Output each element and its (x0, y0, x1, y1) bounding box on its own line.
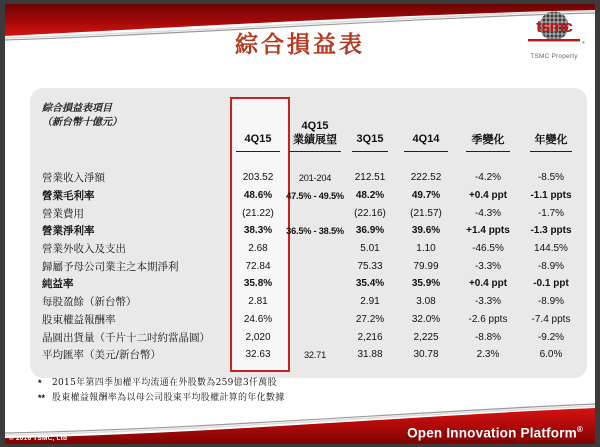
cell-outlook: 201-204 (298, 172, 332, 183)
cell-qoq: -4.2% (474, 172, 502, 184)
logo-reg-mark: ® (582, 40, 585, 45)
cell-yoy: -8.9% (537, 260, 565, 272)
cell-qoq: -2.6 ppts (468, 313, 508, 325)
cell-4q15: 48.6% (243, 190, 273, 202)
cell-4q15: 72.84 (245, 260, 271, 272)
footnote-1-marker: * (38, 378, 42, 388)
cell-4q14: 49.7% (411, 190, 441, 202)
cell-4q14: 79.99 (413, 260, 439, 272)
income-statement-card (30, 88, 587, 378)
header-4q15-label: 4Q15 (244, 132, 272, 145)
cell-qoq: +0.4 ppt (468, 278, 508, 290)
cell-outlook (286, 293, 344, 311)
copyright-text: © 2016 TSMC, Ltd (9, 435, 68, 442)
cell-4q15: 24.6% (243, 313, 273, 325)
cell-4q14: 39.6% (411, 225, 441, 237)
cell-yoy: -8.5% (537, 172, 565, 184)
income-statement-table (30, 94, 582, 364)
row-label: 營業毛利率 (42, 190, 95, 203)
cell-3q15: (22.16) (354, 207, 386, 219)
cell-yoy: -7.4 ppts (531, 313, 571, 325)
header-outlook-line1: 4Q15 (301, 119, 329, 132)
table-body (30, 156, 582, 364)
header-4q14-label: 4Q14 (412, 132, 440, 145)
cell-3q15: 2.91 (360, 296, 380, 308)
header-qoq-label: 季變化 (471, 132, 505, 146)
row-label: 歸屬予母公司業主之本期淨利 (42, 260, 179, 273)
cell-4q15: (21.22) (242, 207, 274, 219)
header-yoy-underline (530, 151, 572, 152)
cell-yoy: -9.2% (537, 331, 565, 343)
cell-4q14: (21.57) (410, 207, 442, 219)
logo-brand-text: tsmc (536, 17, 572, 36)
cell-4q15: 203.52 (242, 172, 274, 184)
table-row (30, 204, 582, 222)
cell-yoy: -1.3 ppts (530, 225, 572, 237)
table-row (30, 257, 582, 275)
cell-3q15: 48.2% (355, 190, 385, 202)
cell-outlook: 47.5% - 49.5% (286, 190, 344, 201)
cell-outlook (286, 204, 344, 222)
platform-reg-mark: ® (576, 424, 583, 434)
cell-outlook: 36.5% - 38.5% (286, 225, 344, 236)
cell-4q15: 2,020 (245, 331, 271, 343)
row-label: 平均匯率（美元/新台幣） (42, 349, 162, 362)
slide (5, 4, 595, 444)
cell-outlook: 32.71 (304, 349, 326, 360)
cell-outlook (286, 257, 344, 275)
cell-4q15: 38.3% (243, 225, 273, 237)
cell-qoq: -3.3% (474, 260, 502, 272)
cell-4q15: 35.8% (243, 278, 273, 290)
cell-3q15: 2,216 (357, 331, 383, 343)
logo-property-text: TSMC Property (530, 53, 578, 60)
cell-3q15: 27.2% (355, 313, 385, 325)
table-row (30, 240, 582, 258)
cell-3q15: 35.4% (355, 278, 385, 290)
table-row (30, 293, 582, 311)
cell-outlook (286, 311, 344, 329)
cell-qoq: -3.3% (474, 296, 502, 308)
row-label: 營業外收入及支出 (42, 243, 126, 256)
cell-qoq: -8.8% (474, 331, 502, 343)
logo-underline (528, 39, 580, 41)
page-title: 綜合損益表 (235, 31, 365, 58)
cell-3q15: 5.01 (360, 243, 380, 255)
cell-3q15: 212.51 (354, 172, 386, 184)
cell-yoy: 6.0% (539, 349, 563, 361)
row-label: 每股盈餘（新台幣） (42, 296, 137, 309)
cell-outlook (286, 328, 344, 346)
header-4q14 (396, 94, 456, 156)
cell-3q15: 31.88 (357, 349, 383, 361)
header-qoq-underline (466, 151, 510, 152)
footnote-1-text: 2015年第四季加權平均流通在外股數為259億3仟萬股 (52, 378, 277, 388)
header-outlook-underline (289, 151, 341, 152)
row-label: 股東權益報酬率 (42, 313, 116, 326)
header-item-sublabel: （新台幣十億元） (42, 117, 122, 128)
header-item-label: 綜合損益表項目 (42, 103, 112, 114)
header-4q15-underline (236, 151, 280, 152)
cell-yoy: -1.1 ppts (530, 190, 572, 202)
cell-4q14: 30.78 (413, 349, 439, 361)
cell-yoy: 144.5% (534, 243, 568, 255)
cell-outlook (286, 240, 344, 258)
footnote-2-text: 股東權益報酬率為以母公司股東平均股權計算的年化數據 (52, 393, 285, 403)
cell-yoy: -8.9% (537, 296, 565, 308)
cell-4q14: 32.0% (411, 313, 441, 325)
cell-outlook (286, 275, 344, 293)
header-outlook-line2: 業績展望 (293, 132, 337, 146)
cell-yoy: -0.1 ppt (533, 278, 569, 290)
cell-yoy: -1.7% (537, 207, 565, 219)
footnote-1 (38, 376, 285, 391)
tsmc-logo (521, 10, 587, 60)
header-qoq (456, 94, 520, 156)
cell-4q14: 35.9% (411, 278, 441, 290)
row-label: 晶圓出貨量（千片十二吋約當晶圓） (42, 331, 210, 344)
cell-4q15: 2.81 (248, 296, 268, 308)
cell-qoq: -46.5% (472, 243, 504, 255)
cell-4q14: 1.10 (416, 243, 436, 255)
table-row (30, 275, 582, 293)
row-label: 純益率 (42, 278, 74, 291)
cell-4q14: 2,225 (413, 331, 439, 343)
header-yoy-label: 年變化 (534, 132, 568, 146)
row-label: 營業淨利率 (42, 225, 95, 238)
table-row (30, 346, 582, 364)
row-label: 營業收入淨額 (42, 172, 105, 185)
wafer-logo-icon (523, 10, 585, 48)
cell-qoq: +0.4 ppt (468, 190, 508, 202)
cell-qoq: -4.3% (474, 207, 502, 219)
cell-qoq: 2.3% (476, 349, 500, 361)
cell-4q14: 222.52 (410, 172, 442, 184)
cell-3q15: 36.9% (355, 225, 385, 237)
header-3q15 (344, 94, 396, 156)
header-outlook (286, 94, 344, 156)
header-4q14-underline (404, 151, 448, 152)
table-row (30, 156, 582, 187)
header-item (30, 94, 230, 156)
table-header (30, 94, 582, 156)
table-row (30, 311, 582, 329)
open-innovation-platform-text (407, 425, 583, 441)
cell-3q15: 75.33 (357, 260, 383, 272)
header-3q15-underline (352, 151, 388, 152)
cell-4q14: 3.08 (416, 296, 436, 308)
table-row (30, 328, 582, 346)
header-3q15-label: 3Q15 (356, 132, 384, 145)
table-row (30, 222, 582, 240)
footnote-2-marker: ** (38, 393, 46, 403)
platform-label: Open Innovation Platform (407, 425, 577, 440)
header-4q15 (230, 94, 286, 156)
cell-4q15: 32.63 (245, 349, 271, 361)
table-row (30, 187, 582, 205)
cell-4q15: 2.68 (248, 243, 268, 255)
header-yoy (520, 94, 582, 156)
cell-qoq: +1.4 ppts (466, 225, 510, 237)
row-label: 營業費用 (42, 207, 84, 220)
